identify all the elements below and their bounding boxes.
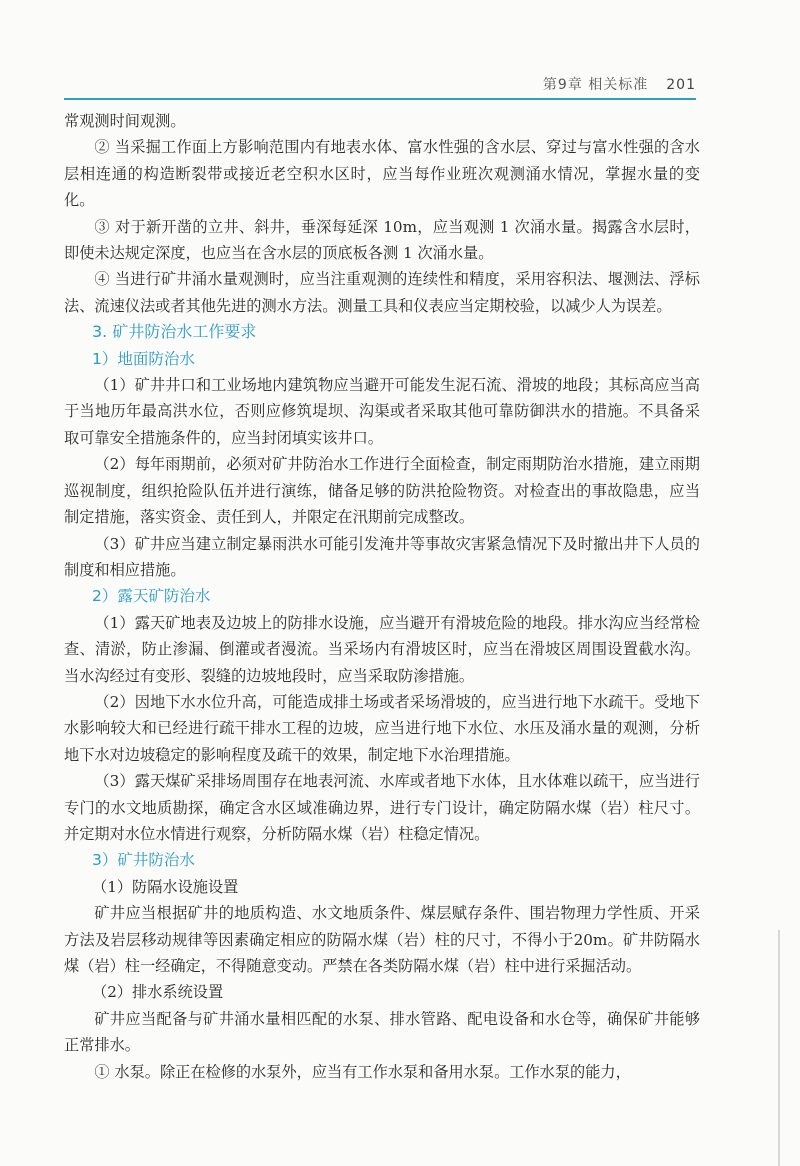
paragraph: （2）每年雨期前，必须对矿井防治水工作进行全面检查，制定雨期防治水措施，建立雨期巡视制度，组织抢险队伍并进行演练，储备足够的防洪抢险物资。对检查出的事故隐患，应当制定措施，落实资金、责任到人，并限定在汛期前完成整改。 (64, 455, 700, 527)
item-heading: （2）排水系统设置 (92, 983, 224, 1002)
section-heading: 3. 矿井防治水工作要求 (92, 322, 257, 342)
page-number: 201 (666, 77, 696, 93)
page-edge-line (778, 930, 780, 1166)
header-text (543, 74, 696, 94)
subsection-heading: 2）露天矿防治水 (92, 587, 211, 606)
chapter-title: 第9章 相关标准 (542, 77, 649, 93)
page-header (64, 72, 696, 100)
item-heading: （1）防隔水设施设置 (92, 877, 239, 896)
paragraph: （1）矿井井口和工业场地内建筑物应当避开可能发生泥石流、滑坡的地段；其标高应当高于当地历年最高洪水位，否则应修筑堤坝、沟渠或者采取其他可靠防御洪水的措施。不具备采取可靠安全措施条件的，应当封闭填实该井口。 (64, 376, 700, 447)
paragraph: （3）矿井应当建立制定暴雨洪水可能引发淹井等事故灾害紧急情况下及时撤出井下人员的制度和相应措施。 (64, 534, 700, 579)
page-body (64, 108, 700, 1085)
paragraph: 常观测时间观测。 (64, 112, 186, 130)
subsection-heading: 1）地面防治水 (92, 349, 195, 368)
paragraph: ④ 当进行矿井涌水量观测时，应当注重观测的连续性和精度，采用容积法、堰测法、浮标法、流速仪法或者其他先进的测水方法。测量工具和仪表应当定期校验，以减少人为误差。 (64, 270, 700, 315)
subsection-heading: 3）矿井防治水 (92, 851, 195, 870)
paragraph: （1）露天矿地表及边坡上的防排水设施，应当避开有滑坡危险的地段。排水沟应当经常检查、清淤，防止渗漏、倒灌或者漫流。当采场内有滑坡区时，应当在滑坡区周围设置截水沟。当水沟经过有变形、裂缝的边坡地段时，应当采取防渗措施。 (64, 613, 700, 685)
paragraph: （2）因地下水水位升高，可能造成排土场或者采场滑坡的，应当进行地下水疏干。受地下水影响较大和已经进行疏干排水工程的边坡，应当进行地下水位、水压及涌水量的观测，分析地下水对边坡稳定的影响程度及疏干的效果，制定地下水治理措施。 (64, 692, 700, 764)
paragraph: ③ 对于新开凿的立井、斜井，垂深每延深 10m，应当观测 1 次涌水量。揭露含水层时，即使未达规定深度，也应当在含水层的顶底板各测 1 次涌水量。 (64, 217, 700, 263)
paragraph: ① 水泵。除正在检修的水泵外，应当有工作水泵和备用水泵。工作水泵的能力， (94, 1062, 631, 1081)
paragraph: 矿井应当根据矿井的地质构造、水文地质条件、煤层赋存条件、围岩物理力学性质、开采方法及岩层移动规律等因素确定相应的防隔水煤（岩）柱的尺寸，不得小于20m。矿井防隔水煤（岩）柱一经确定，不得随意变动。严禁在各类防隔水煤（岩）柱中进行采掘活动。 (64, 904, 700, 975)
paragraph: ② 当采掘工作面上方影响范围内有地表水体、富水性强的含水层、穿过与富水性强的含水层相连通的构造断裂带或接近老空积水区时，应当每作业班次观测涌水情况，掌握水量的变化。 (64, 138, 700, 210)
paragraph: 矿井应当配备与矿井涌水量相匹配的水泵、排水管路、配电设备和水仓等，确保矿井能够正常排水。 (64, 1009, 700, 1055)
paragraph: （3）露天煤矿采排场周围存在地表河流、水库或者地下水体，且水体难以疏干，应当进行专门的水文地质勘探，确定含水区域准确边界，进行专门设计，确定防隔水煤（岩）柱尺寸。并定期对水位水情进行观察，分析防隔水煤（岩）柱稳定情况。 (64, 772, 700, 843)
